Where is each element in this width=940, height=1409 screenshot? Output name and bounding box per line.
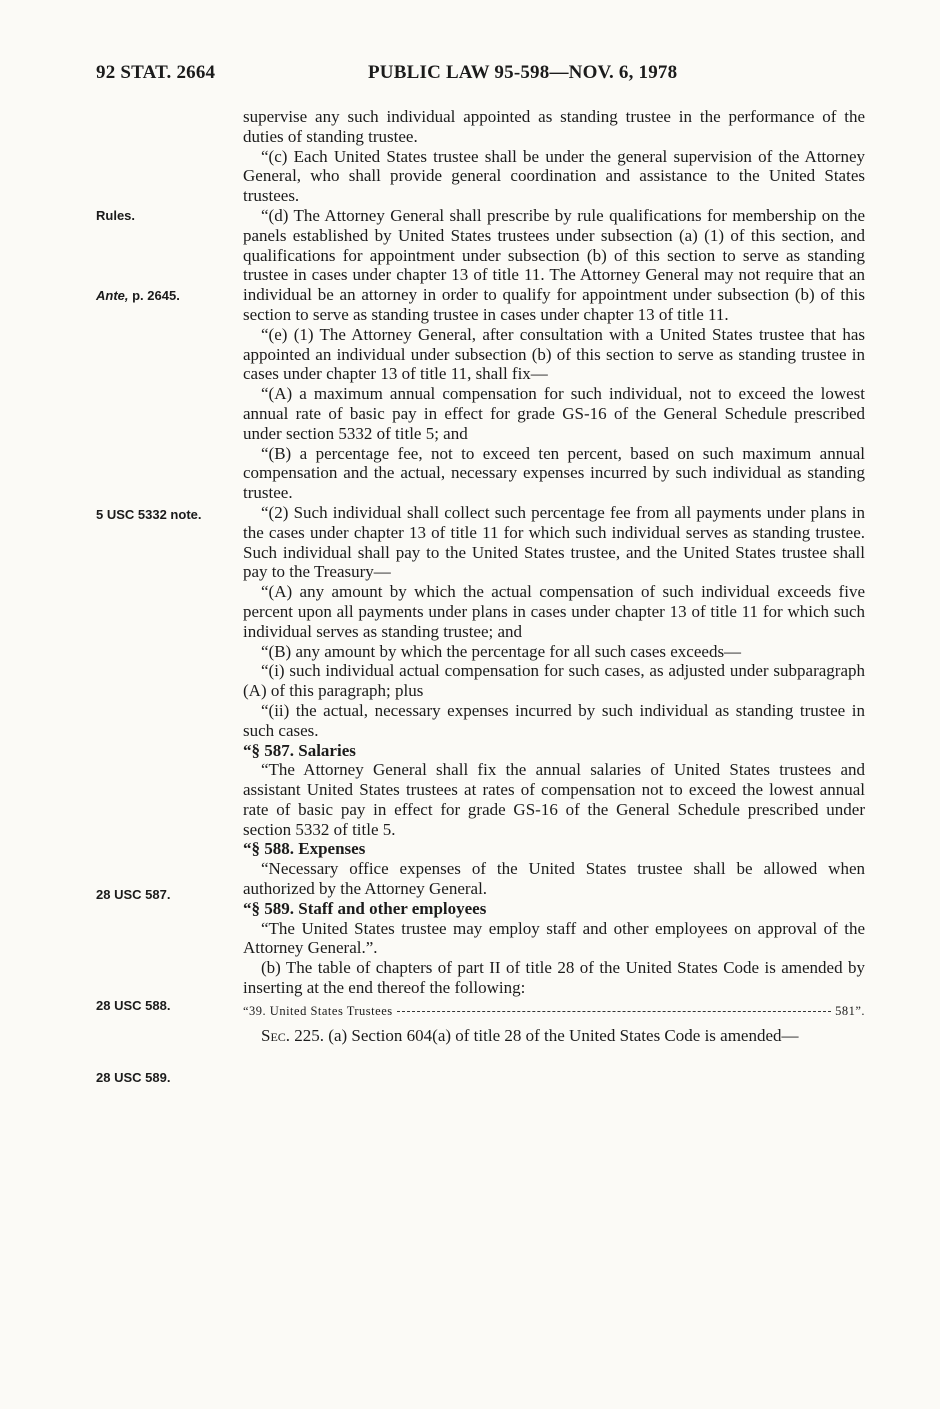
section-589-heading: “§ 589. Staff and other employees	[243, 898, 487, 918]
para-e2-B-i: “(i) such individual actual compensation for such cases, as adjusted under subparagraph (A) of this paragraph; plus	[243, 661, 865, 701]
para-e2: “(2) Such individual shall collect such percentage fee from all payments under plans in the cases under chapter 13 of title 11 for which such individual serves as standing trustee. Such individual shall pay to the United States trustee, and the United States trustee shall pay to the Treasury—	[243, 502, 865, 582]
table-of-chapters-entry	[243, 1002, 865, 1022]
margin-note-28usc587: 28 USC 587.	[96, 887, 171, 902]
section-588-text: “Necessary office expenses of the United States trustee shall be allowed when authorized by the Attorney General.	[243, 859, 865, 899]
margin-note-28usc589: 28 USC 589.	[96, 1070, 171, 1085]
para-d: “(d) The Attorney General shall prescribe by rule qualifications for membership on the panels established by United States trustees under subsection (a) (1) of this section, and qualifications for appointment under subsection (b) of this section to serve as standing trustee in cases under chapter 13 of title 11. The Attorney General may not require that an individual be an attorney in order to qualify for appointment under subsection (b) of this section to serve as standing trustee in cases under chapter 13 of title 11.	[243, 205, 865, 324]
para-e1: “(e) (1) The Attorney General, after consultation with a United States trustee that has appointed an individual under subsection (b) of this section to serve as standing trustee in cases under chapter 13 of title 11, shall fix—	[243, 324, 865, 384]
page-header-stat: 92 STAT. 2664	[96, 62, 216, 83]
toc-leader-dots	[397, 1011, 831, 1012]
margin-note-ante-page: p. 2645.	[128, 288, 180, 303]
para-b-table-amendment: (b) The table of chapters of part II of title 28 of the United States Code is amended by inserting at the end thereof the following:	[243, 958, 865, 998]
body-text	[243, 107, 865, 1045]
para-e1-B: “(B) a percentage fee, not to exceed ten percent, based on such maximum annual compensation and the actual, necessary expenses incurred by such individual as standing trustee.	[243, 443, 865, 503]
section-587-heading: “§ 587. Salaries	[243, 740, 356, 760]
margin-note-28usc588: 28 USC 588.	[96, 998, 171, 1013]
section-225-text	[243, 1026, 865, 1046]
sec-225-body: 225. (a) Section 604(a) of title 28 of the United States Code is amended—	[290, 1025, 799, 1045]
margin-note-5usc5332: 5 USC 5332 note.	[96, 507, 202, 522]
para-e2-B-ii: “(ii) the actual, necessary expenses incurred by such individual as standing trustee in such cases.	[243, 700, 865, 740]
para-c: “(c) Each United States trustee shall be under the general supervision of the Attorney General, who shall provide general coordination and assistance to the United States trustees.	[243, 146, 865, 206]
sec-label: Sec.	[261, 1025, 291, 1045]
page-header-title: PUBLIC LAW 95-598—NOV. 6, 1978	[368, 62, 678, 83]
para-continued: supervise any such individual appointed as standing trustee in the performance of the duties of standing trustee.	[243, 107, 865, 146]
section-587-text: “The Attorney General shall fix the annual salaries of United States trustees and assistant United States trustees at rates of compensation not to exceed the lowest annual rate of basic pay in effect for grade GS-16 of the General Schedule prescribed under section 5332 of title 5.	[243, 760, 865, 839]
para-e2-A: “(A) any amount by which the actual compensation of such individual exceeds five percent upon all payments under plans in cases under chapter 13 of title 11 for which such individual serves as standing trustee; and	[243, 582, 865, 641]
para-e2-B: “(B) any amount by which the percentage for all such cases exceeds—	[261, 641, 742, 661]
margin-note-ante	[96, 288, 180, 303]
margin-note-rules: Rules.	[96, 208, 136, 223]
toc-entry-number: 581”.	[835, 1003, 865, 1018]
section-589-text: “The United States trustee may employ staff and other employees on approval of the Attorney General.”.	[243, 918, 865, 958]
margin-note-ante-italic: Ante,	[96, 288, 129, 303]
toc-entry-label: “39. United States Trustees	[243, 1003, 393, 1018]
para-e1-A: “(A) a maximum annual compensation for such individual, not to exceed the lowest annual rate of basic pay in effect for grade GS-16 of the General Schedule prescribed under section 5332 of title 5; and	[243, 384, 865, 443]
section-588-heading: “§ 588. Expenses	[243, 839, 366, 859]
